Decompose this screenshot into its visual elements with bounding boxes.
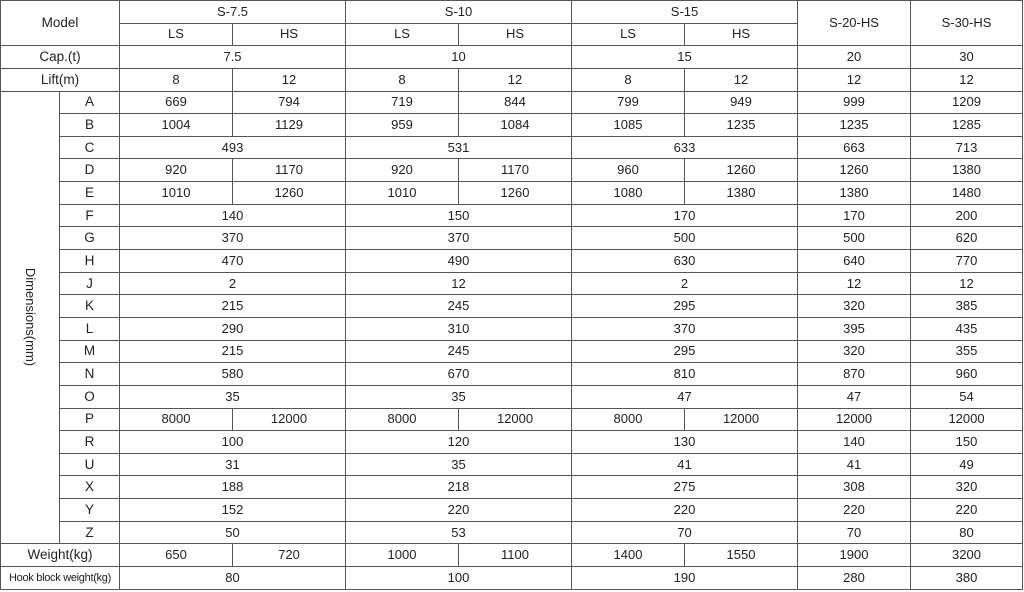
value-cell: 8 (120, 68, 233, 91)
value-cell: 140 (120, 204, 346, 227)
value-cell: 245 (346, 295, 572, 318)
value-cell: 870 (798, 363, 911, 386)
value-cell: 720 (233, 544, 346, 567)
value-cell: 150 (346, 204, 572, 227)
value-cell: 1080 (572, 182, 685, 205)
value-cell: 308 (798, 476, 911, 499)
value-cell: 54 (911, 385, 1023, 408)
value-cell: 12000 (233, 408, 346, 431)
value-cell: 3200 (911, 544, 1023, 567)
value-cell: 960 (572, 159, 685, 182)
value-cell: 49 (911, 453, 1023, 476)
value-cell: 719 (346, 91, 459, 114)
dimension-row (1, 272, 1023, 295)
value-cell: 120 (346, 431, 572, 454)
value-cell: 20 (798, 46, 911, 69)
value-cell: 245 (346, 340, 572, 363)
dimension-row (1, 227, 1023, 250)
value-cell: 794 (233, 91, 346, 114)
value-cell: 370 (572, 317, 798, 340)
value-cell: 80 (120, 567, 346, 590)
value-cell: 7.5 (120, 46, 346, 69)
row-label: Hook block weight(kg) (1, 567, 120, 590)
row-label: Cap.(t) (1, 46, 120, 69)
value-cell: 8 (572, 68, 685, 91)
dimension-letter: H (60, 250, 120, 273)
variant-label: HS (233, 23, 346, 46)
dimension-row (1, 136, 1023, 159)
value-cell: 490 (346, 250, 572, 273)
value-cell: 220 (346, 499, 572, 522)
dimension-row (1, 159, 1023, 182)
value-cell: 1085 (572, 114, 685, 137)
value-cell: 8000 (120, 408, 233, 431)
value-cell: 12000 (459, 408, 572, 431)
dimension-row (1, 182, 1023, 205)
value-cell: 1084 (459, 114, 572, 137)
value-cell: 580 (120, 363, 346, 386)
value-cell: 31 (120, 453, 346, 476)
value-cell: 650 (120, 544, 233, 567)
dimension-letter: O (60, 385, 120, 408)
variant-label: LS (120, 23, 233, 46)
dimension-letter: A (60, 91, 120, 114)
dimension-letter: P (60, 408, 120, 431)
dimension-row (1, 453, 1023, 476)
dimension-row (1, 499, 1023, 522)
value-cell: 10 (346, 46, 572, 69)
dimensions-label-cell (1, 91, 60, 544)
value-cell: 370 (346, 227, 572, 250)
value-cell: 1900 (798, 544, 911, 567)
value-cell: 1480 (911, 182, 1023, 205)
value-cell: 295 (572, 295, 798, 318)
model-name: S-20-HS (798, 1, 911, 46)
value-cell: 35 (346, 385, 572, 408)
value-cell: 12 (911, 68, 1023, 91)
value-cell: 320 (798, 295, 911, 318)
dimension-letter: N (60, 363, 120, 386)
model-name: S-7.5 (120, 1, 346, 24)
value-cell: 370 (120, 227, 346, 250)
value-cell: 1170 (233, 159, 346, 182)
dimension-row (1, 91, 1023, 114)
value-cell: 395 (798, 317, 911, 340)
value-cell: 630 (572, 250, 798, 273)
variant-label: HS (685, 23, 798, 46)
value-cell: 663 (798, 136, 911, 159)
value-cell: 15 (572, 46, 798, 69)
dimensions-label: Dimensions(mm) (23, 268, 38, 367)
value-cell: 959 (346, 114, 459, 137)
dimension-letter: B (60, 114, 120, 137)
value-cell: 500 (572, 227, 798, 250)
dimension-row (1, 385, 1023, 408)
value-cell: 41 (798, 453, 911, 476)
variant-label: LS (572, 23, 685, 46)
value-cell: 8 (346, 68, 459, 91)
value-cell: 188 (120, 476, 346, 499)
value-cell: 320 (911, 476, 1023, 499)
value-cell: 310 (346, 317, 572, 340)
variant-label: HS (459, 23, 572, 46)
value-cell: 12 (459, 68, 572, 91)
value-cell: 8000 (572, 408, 685, 431)
value-cell: 8000 (346, 408, 459, 431)
dimension-letter: U (60, 453, 120, 476)
header-row (1, 1, 1023, 24)
row-label: Lift(m) (1, 68, 120, 91)
value-cell: 670 (346, 363, 572, 386)
dimension-letter: E (60, 182, 120, 205)
dimension-letter: D (60, 159, 120, 182)
value-cell: 150 (911, 431, 1023, 454)
value-cell: 1170 (459, 159, 572, 182)
dimension-row (1, 250, 1023, 273)
value-cell: 493 (120, 136, 346, 159)
dimension-letter: X (60, 476, 120, 499)
model-name: S-10 (346, 1, 572, 24)
value-cell: 1380 (685, 182, 798, 205)
value-cell: 1100 (459, 544, 572, 567)
dimension-row (1, 476, 1023, 499)
value-cell: 1129 (233, 114, 346, 137)
value-cell: 170 (572, 204, 798, 227)
value-cell: 35 (120, 385, 346, 408)
value-cell: 500 (798, 227, 911, 250)
dimension-letter: M (60, 340, 120, 363)
value-cell: 12000 (798, 408, 911, 431)
value-cell: 140 (798, 431, 911, 454)
value-cell: 220 (572, 499, 798, 522)
dimension-letter: J (60, 272, 120, 295)
value-cell: 320 (798, 340, 911, 363)
value-cell: 12 (346, 272, 572, 295)
lift-row (1, 68, 1023, 91)
value-cell: 531 (346, 136, 572, 159)
value-cell: 130 (572, 431, 798, 454)
value-cell: 1400 (572, 544, 685, 567)
value-cell: 70 (572, 521, 798, 544)
dimension-letter: F (60, 204, 120, 227)
value-cell: 1380 (911, 159, 1023, 182)
value-cell: 435 (911, 317, 1023, 340)
value-cell: 200 (911, 204, 1023, 227)
value-cell: 12 (911, 272, 1023, 295)
dimension-row (1, 408, 1023, 431)
value-cell: 47 (572, 385, 798, 408)
value-cell: 1285 (911, 114, 1023, 137)
dimension-row (1, 295, 1023, 318)
value-cell: 713 (911, 136, 1023, 159)
value-cell: 215 (120, 295, 346, 318)
value-cell: 100 (346, 567, 572, 590)
value-cell: 470 (120, 250, 346, 273)
value-cell: 633 (572, 136, 798, 159)
value-cell: 949 (685, 91, 798, 114)
value-cell: 385 (911, 295, 1023, 318)
value-cell: 218 (346, 476, 572, 499)
value-cell: 2 (572, 272, 798, 295)
value-cell: 380 (911, 567, 1023, 590)
value-cell: 1010 (346, 182, 459, 205)
value-cell: 1550 (685, 544, 798, 567)
dimension-row (1, 317, 1023, 340)
value-cell: 50 (120, 521, 346, 544)
value-cell: 1235 (798, 114, 911, 137)
variant-label: LS (346, 23, 459, 46)
value-cell: 920 (120, 159, 233, 182)
value-cell: 844 (459, 91, 572, 114)
value-cell: 355 (911, 340, 1023, 363)
model-label: Model (1, 1, 120, 46)
dimension-row (1, 431, 1023, 454)
value-cell: 215 (120, 340, 346, 363)
model-name: S-15 (572, 1, 798, 24)
value-cell: 1260 (798, 159, 911, 182)
value-cell: 1209 (911, 91, 1023, 114)
value-cell: 290 (120, 317, 346, 340)
value-cell: 12 (798, 68, 911, 91)
value-cell: 12 (798, 272, 911, 295)
value-cell: 810 (572, 363, 798, 386)
dimension-letter: Z (60, 521, 120, 544)
dimension-row (1, 114, 1023, 137)
value-cell: 12 (685, 68, 798, 91)
value-cell: 770 (911, 250, 1023, 273)
value-cell: 295 (572, 340, 798, 363)
dimension-letter: C (60, 136, 120, 159)
value-cell: 70 (798, 521, 911, 544)
weight-row (1, 544, 1023, 567)
value-cell: 35 (346, 453, 572, 476)
value-cell: 220 (798, 499, 911, 522)
value-cell: 2 (120, 272, 346, 295)
value-cell: 640 (798, 250, 911, 273)
value-cell: 220 (911, 499, 1023, 522)
value-cell: 12000 (685, 408, 798, 431)
value-cell: 190 (572, 567, 798, 590)
value-cell: 53 (346, 521, 572, 544)
dimension-row (1, 340, 1023, 363)
value-cell: 12 (233, 68, 346, 91)
value-cell: 280 (798, 567, 911, 590)
dimension-letter: L (60, 317, 120, 340)
value-cell: 152 (120, 499, 346, 522)
dimension-row (1, 521, 1023, 544)
value-cell: 100 (120, 431, 346, 454)
dimension-letter: G (60, 227, 120, 250)
value-cell: 170 (798, 204, 911, 227)
value-cell: 1260 (685, 159, 798, 182)
model-name: S-30-HS (911, 1, 1023, 46)
row-label: Weight(kg) (1, 544, 120, 567)
value-cell: 1000 (346, 544, 459, 567)
value-cell: 799 (572, 91, 685, 114)
dimension-row (1, 363, 1023, 386)
value-cell: 30 (911, 46, 1023, 69)
dimension-letter: Y (60, 499, 120, 522)
dimension-letter: K (60, 295, 120, 318)
capacity-row (1, 46, 1023, 69)
value-cell: 80 (911, 521, 1023, 544)
value-cell: 920 (346, 159, 459, 182)
value-cell: 47 (798, 385, 911, 408)
value-cell: 669 (120, 91, 233, 114)
value-cell: 999 (798, 91, 911, 114)
value-cell: 1004 (120, 114, 233, 137)
value-cell: 1260 (233, 182, 346, 205)
value-cell: 1235 (685, 114, 798, 137)
value-cell: 1260 (459, 182, 572, 205)
hook-weight-row (1, 567, 1023, 590)
value-cell: 620 (911, 227, 1023, 250)
value-cell: 1010 (120, 182, 233, 205)
dimension-letter: R (60, 431, 120, 454)
value-cell: 960 (911, 363, 1023, 386)
value-cell: 41 (572, 453, 798, 476)
dimension-row (1, 204, 1023, 227)
value-cell: 12000 (911, 408, 1023, 431)
value-cell: 1380 (798, 182, 911, 205)
value-cell: 275 (572, 476, 798, 499)
